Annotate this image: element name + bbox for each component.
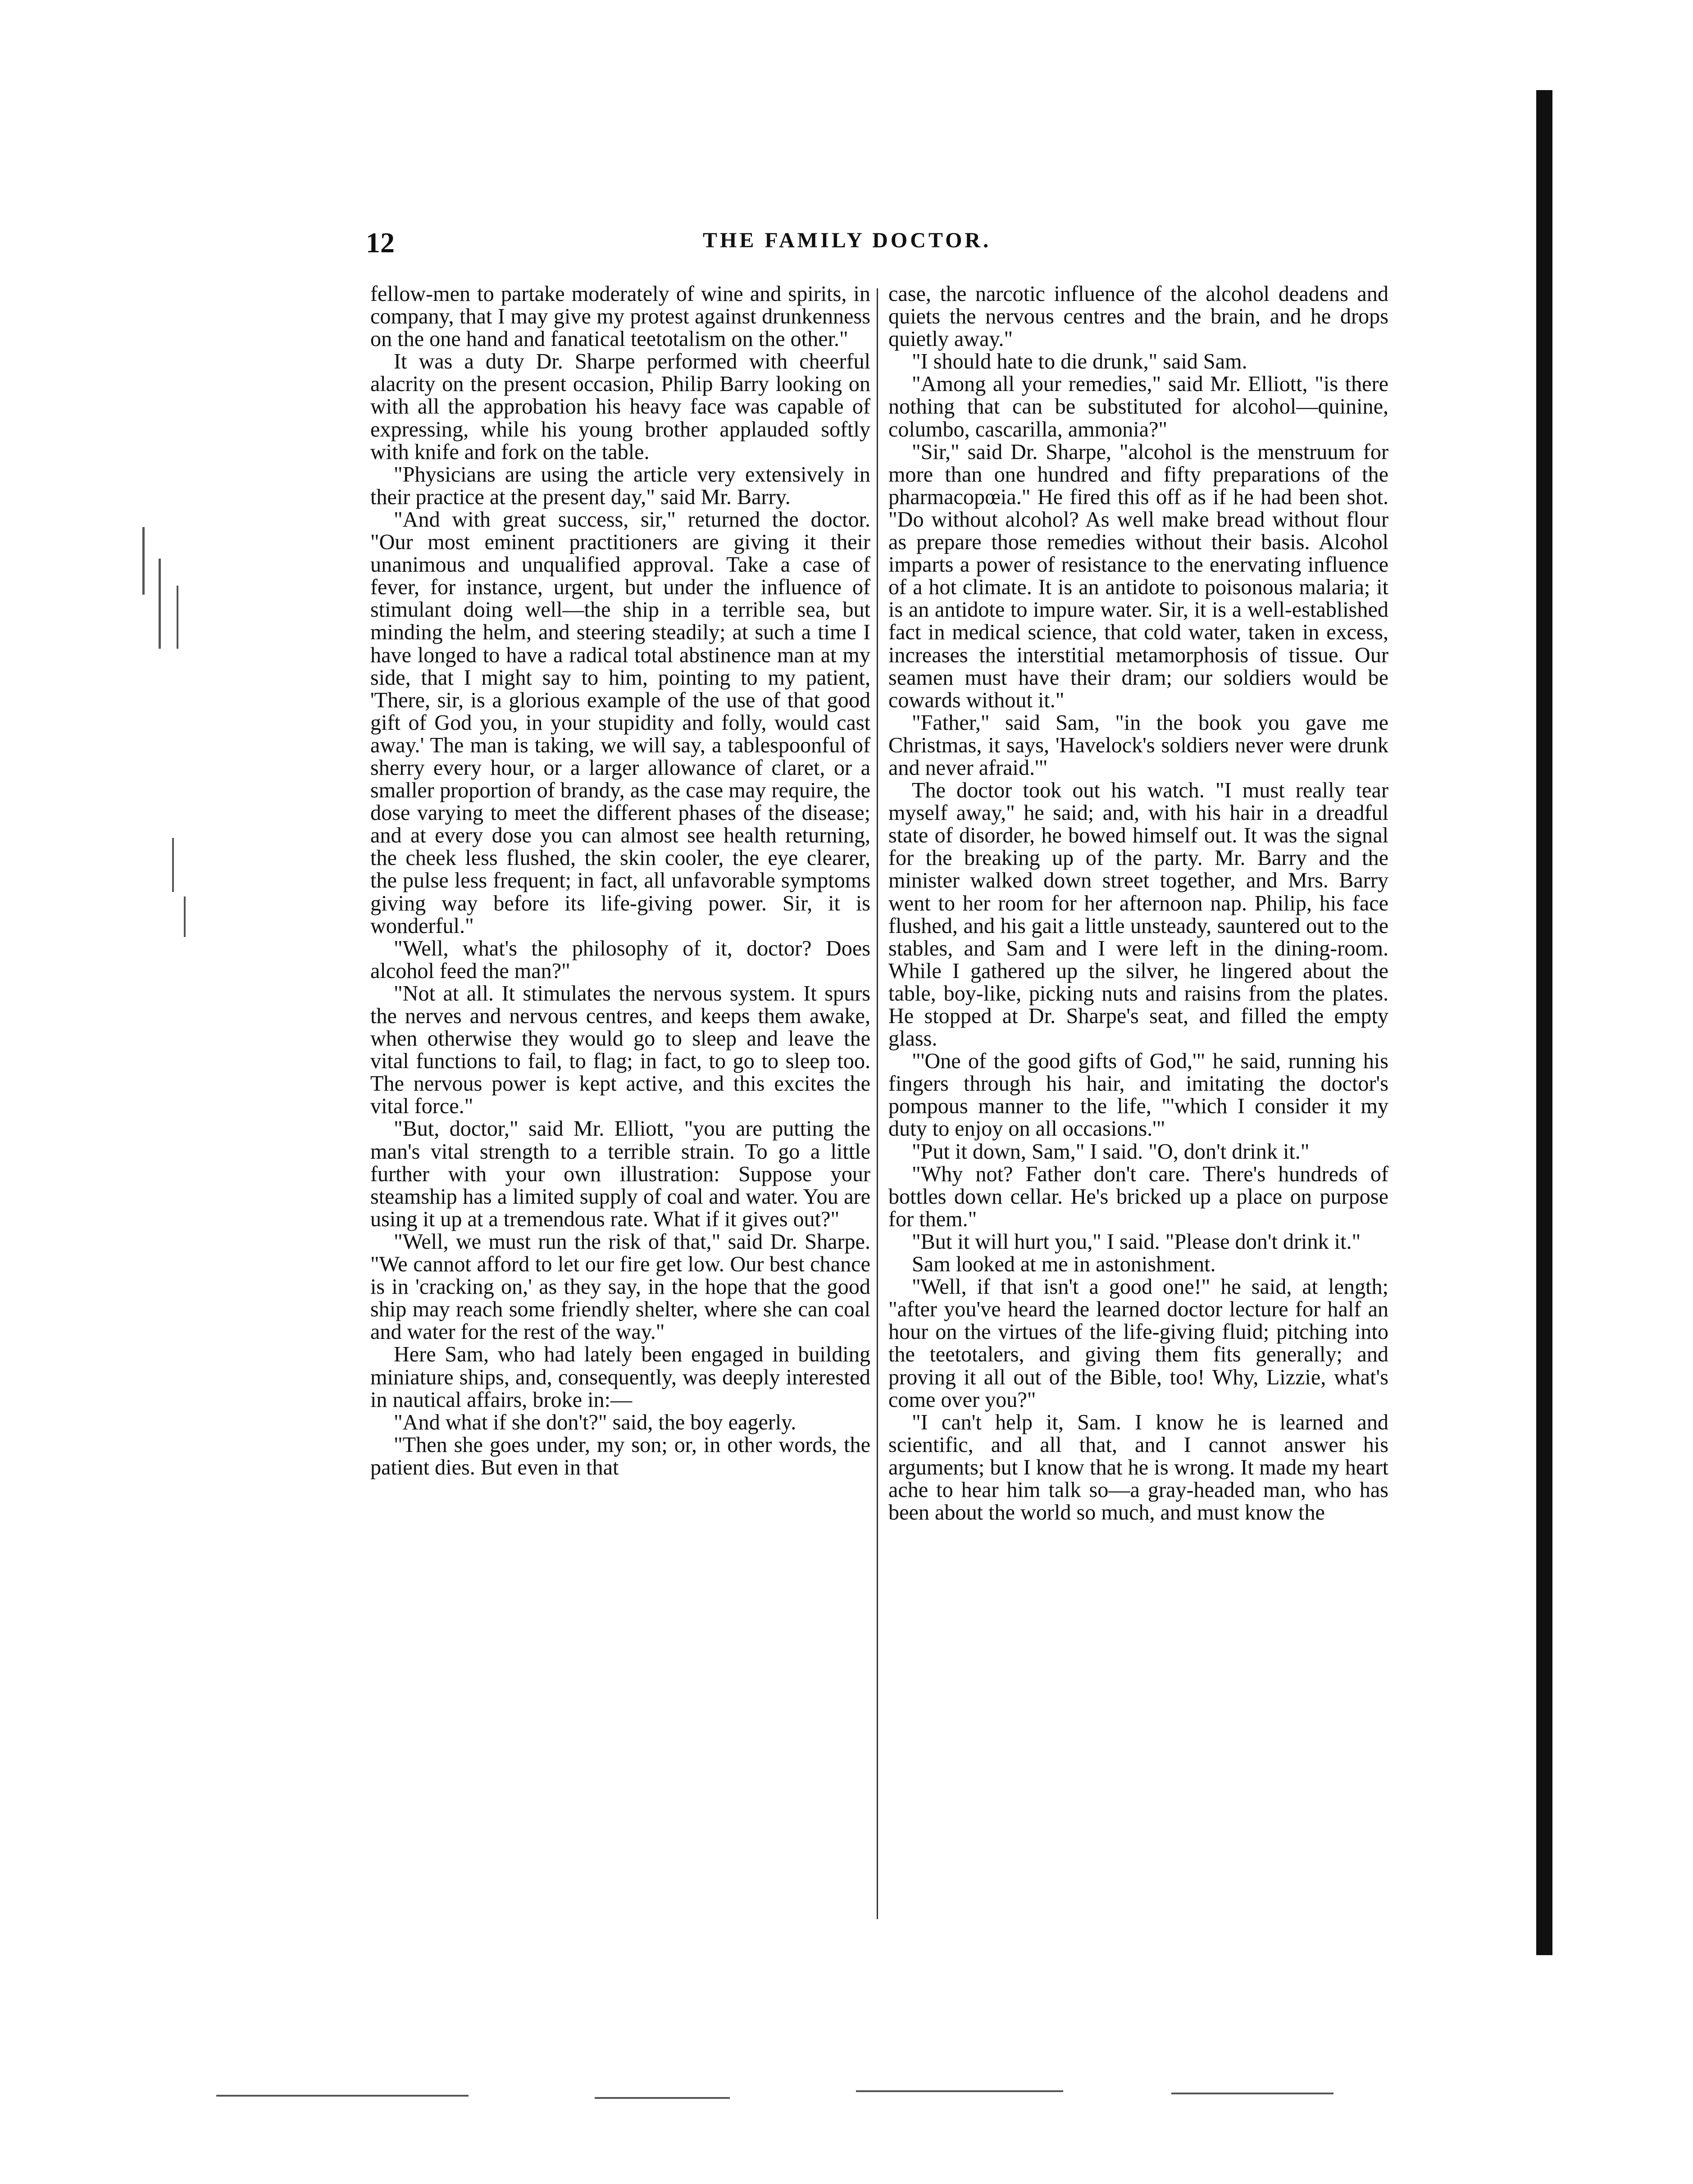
paragraph: "Sir," said Dr. Sharpe, "alcohol is the menstruum for more than one hundred and fifty preparations of the pharmacopœia." He fired this off as if he had been shot. "Do without alcohol? As well make bread without flour as prepare those remedies without their basis. Alcohol imparts a power of resistance to the enervating influence of a hot climate. It is an antidote to poisonous malaria; it is an antidote to impure water. Sir, it is a well-established fact in medical science, that cold water, taken in excess, increases the interstitial metamorphosis of tissue. Our seamen must have their dram; our soldiers would be cowards without it." <box>888 440 1388 712</box>
paragraph: "Well, what's the philosophy of it, doctor? Does alcohol feed the man?" <box>370 936 870 983</box>
scan-mark <box>856 2090 1063 2092</box>
paragraph: "Put it down, Sam," I said. "O, don't drink it." <box>912 1139 1310 1164</box>
right-column <box>888 283 1388 1524</box>
paragraph: fellow-men to partake moderately of wine and spirits, in company, that I may give my protest against drunkenness on the one hand and fanatical teetotalism on the other." <box>370 282 870 351</box>
paragraph: case, the narcotic influence of the alcohol deadens and quiets the nervous centres and the brain, and he drops quietly away." <box>888 282 1388 351</box>
paragraph: "Among all your remedies," said Mr. Elliott, "is there nothing that can be substituted for alcohol—quinine, columbo, cascarilla, ammonia?" <box>888 372 1388 441</box>
scan-mark <box>184 896 186 937</box>
paragraph: "'One of the good gifts of God,'" he said, running his fingers through his hair, and imitating the doctor's pompous manner to the life, "'which I consider it my duty to enjoy on all occasions.'" <box>888 1049 1388 1141</box>
scan-mark <box>595 2097 730 2099</box>
paragraph: "Why not? Father don't care. There's hundreds of bottles down cellar. He's bricked up a place on purpose for them." <box>888 1162 1388 1231</box>
scan-mark <box>177 586 178 649</box>
column-divider <box>877 288 878 1919</box>
paragraph: "And with great success, sir," returned the doctor. "Our most eminent practitioners are giving it their unanimous and unqualified approval. Take a case of fever, for instance, urgent, but under the influence of stimulant doing well—the ship in a terrible sea, but minding the helm, and steering steadily; at such a time I have longed to have a radical total abstinence man at my side, that I might say to him, pointing to my patient, 'There, sir, is a glorious example of the use of that good gift of God you, in your stupidity and folly, would cast away.' The man is taking, we will say, a tablespoonful of sherry every hour, or a larger allowance of claret, or a smaller proportion of brandy, as the case may require, the dose varying to meet the different phases of the disease; and at every dose you can almost see health returning, the cheek less flushed, the skin cooler, the eye clearer, the pulse less frequent; in fact, all unfavorable symptoms giving way before its life-giving power. Sir, it is wonderful." <box>370 507 870 938</box>
paragraph: "And what if she don't?" said, the boy eagerly. <box>394 1410 796 1434</box>
paragraph: "Then she goes under, my son; or, in other words, the patient dies. But even in that <box>370 1433 870 1479</box>
scan-mark <box>216 2095 469 2097</box>
binding-edge-shadow <box>1536 90 1552 1955</box>
paragraph: "I can't help it, Sam. I know he is learned and scientific, and all that, and I cannot answer his arguments; but I know that he is wrong. It made my heart ache to hear him talk so—a gray-headed man, who has been about the world so much, and must know the <box>888 1410 1388 1525</box>
running-title: THE FAMILY DOCTOR. <box>703 228 992 252</box>
paragraph: "But it will hurt you," I said. "Please don't drink it." <box>912 1229 1361 1254</box>
paragraph: It was a duty Dr. Sharpe performed with cheerful alacrity on the present occasion, Philip Barry looking on with all the approbation his heavy face was capable of expressing, while his young brother applauded softly with knife and fork on the table. <box>370 350 870 464</box>
paragraph: "But, doctor," said Mr. Elliott, "you are putting the man's vital strength to a terrible strain. To go a little further with your own illustration: Suppose your steamship has a limited supply of coal and water. You are using it up at a tremendous rate. What if it gives out?" <box>370 1117 870 1231</box>
page-number: 12 <box>366 227 395 259</box>
paragraph: "Physicians are using the article very extensively in their practice at the present day," said Mr. Barry. <box>370 462 870 509</box>
scan-mark <box>159 559 161 649</box>
paragraph: Sam looked at me in astonishment. <box>912 1252 1216 1277</box>
paragraph: "Well, if that isn't a good one!" he said, at length; "after you've heard the learned doctor lecture for half an hour on the virtues of the life-giving fluid; pitching into the teetotalers, and giving them fits generally; and proving it all out of the Bible, too! Why, Lizzie, what's come over you?" <box>888 1275 1388 1412</box>
paragraph: Here Sam, who had lately been engaged in building miniature ships, and, consequently, was deeply interested in nautical affairs, broke in:— <box>370 1342 870 1412</box>
scan-mark <box>142 527 145 595</box>
scan-mark <box>172 838 174 892</box>
paragraph: "I should hate to die drunk," said Sam. <box>912 350 1247 374</box>
paragraph: "Father," said Sam, "in the book you gave me Christmas, it says, 'Havelock's soldiers never were drunk and never afraid.'" <box>888 710 1388 780</box>
left-column <box>370 283 870 1479</box>
scan-mark <box>1171 2093 1333 2094</box>
paragraph: The doctor took out his watch. "I must really tear myself away," he said; and, with his hair in a dreadful state of disorder, he bowed himself out. It was the signal for the breaking up of the party. Mr. Barry and the minister walked down street together, and Mrs. Barry went to her room for her afternoon nap. Philip, his face flushed, and his gait a little unsteady, sauntered out to the stables, and Sam and I were left in the dining-room. While I gathered up the silver, he lingered about the table, boy-like, picking nuts and raisins from the plates. He stopped at Dr. Sharpe's seat, and filled the empty glass. <box>888 778 1388 1051</box>
paragraph: "Not at all. It stimulates the nervous system. It spurs the nerves and nervous centres, and keeps them awake, when otherwise they would go to sleep and leave the vital functions to fail, to flag; in fact, to go to sleep too. The nervous power is kept active, and this excites the vital force." <box>370 981 870 1119</box>
paragraph: "Well, we must run the risk of that," said Dr. Sharpe. "We cannot afford to let our fire get low. Our best chance is in 'cracking on,' as they say, in the hope that the good ship may reach some friendly shelter, where she can coal and water for the rest of the way." <box>370 1229 870 1344</box>
